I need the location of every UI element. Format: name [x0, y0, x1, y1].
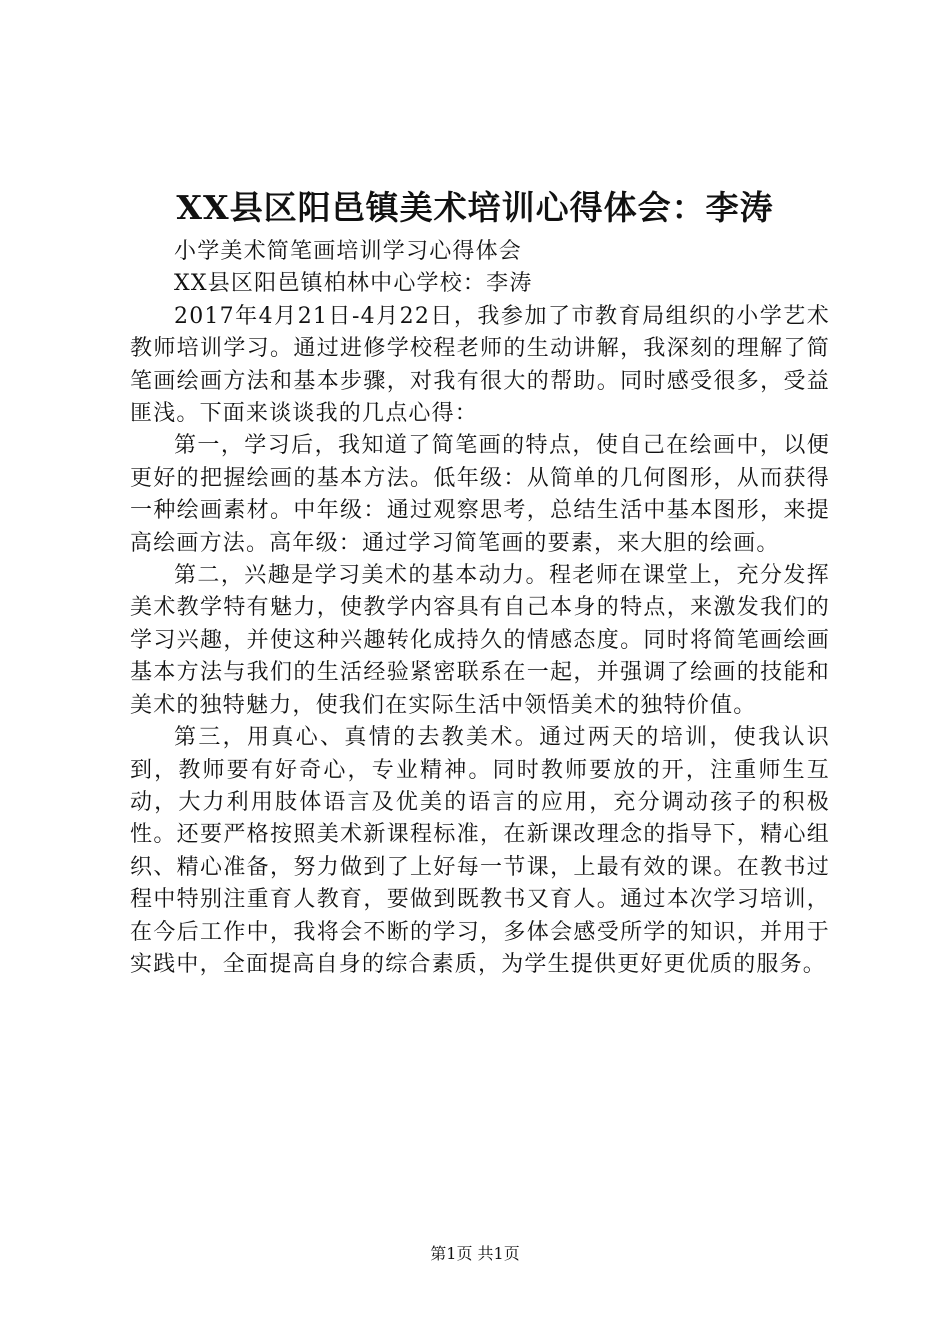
intro-paragraph: 2017年4月21日-4月22日，我参加了市教育局组织的小学艺术教师培训学习。通过进修学校程老师的生动讲解，我深刻的理解了简笔画绘画方法和基本步骤，对我有很大的帮助。同时感受很多，受益匪浅。下面来谈谈我的几点心得：: [130, 303, 830, 427]
point-one-paragraph: 第一，学习后，我知道了简笔画的特点，使自己在绘画中，以便更好的把握绘画的基本方法。低年级：从简单的几何图形，从而获得一种绘画素材。中年级：通过观察思考，总结生活中基本图形，来提高绘画方法。高年级：通过学习简笔画的要素，来大胆的绘画。: [130, 433, 830, 556]
point-three-paragraph: 第三，用真心、真情的去教美术。通过两天的培训，使我认识到，教师要有好奇心，专业精神。同时教师要放的开，注重师生互动，大力利用肢体语言及优美的语言的应用，充分调动孩子的积极性。还要严格按照美术新课程标准，在新课改理念的指导下，精心组织、精心准备，努力做到了上好每一节课，上最有效的课。在教书过程中特别注重育人教育，要做到既教书又育人。通过本次学习培训，在今后工作中，我将会不断的学习，多体会感受所学的知识，并用于实践中，全面提高自身的综合素质，为学生提供更好更优质的服务。: [130, 725, 830, 977]
document-body: [130, 236, 830, 981]
subtitle-paragraph: 小学美术简笔画培训学习心得体会: [174, 239, 523, 264]
page-number-footer: 第1页 共1页: [430, 1244, 520, 1263]
point-two-paragraph: 第二，兴趣是学习美术的基本动力。程老师在课堂上，充分发挥美术教学特有魅力，使教学内容具有自己本身的特点，来激发我们的学习兴趣，并使这种兴趣转化成持久的情感态度。同时将简笔画绘画基本方法与我们的生活经验紧密联系在一起，并强调了绘画的技能和美术的独特魅力，使我们在实际生活中领悟美术的独特价值。: [130, 563, 830, 718]
document-title: XX县区阳邑镇美术培训心得体会：李涛: [176, 188, 774, 227]
author-paragraph: XX县区阳邑镇柏林中心学校：李涛: [174, 271, 533, 297]
